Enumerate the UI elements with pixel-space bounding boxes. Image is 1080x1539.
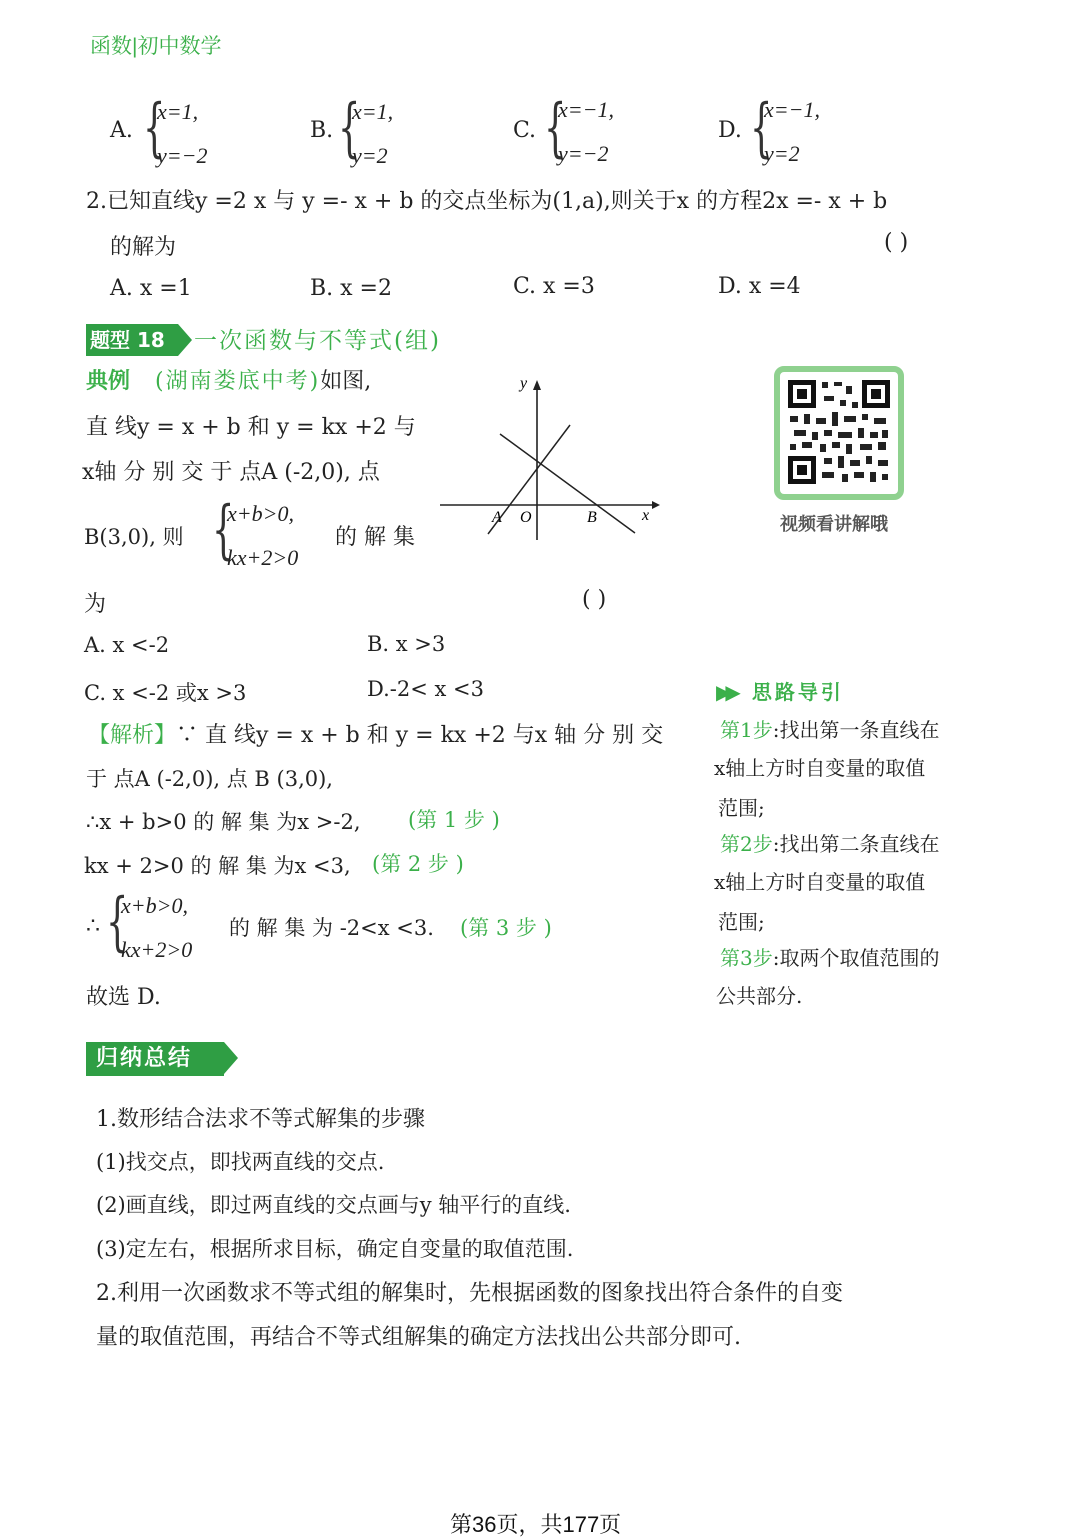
q2-option-b: B. x =2 xyxy=(310,276,392,301)
summary-tag: 归纳总结 xyxy=(86,1042,224,1076)
question-2-line1: 2.已知直线y =2 x 与 y =- x + b 的交点坐标为(1,a),则关于x 的方程2x =- x + b xyxy=(86,189,888,214)
summary-p6: 量的取值范围，再结合不等式组解集的确定方法找出公共部分即可. xyxy=(96,1325,741,1350)
example-line5: 为 xyxy=(84,592,107,617)
option-b-system: x=1, y=2 xyxy=(352,99,394,168)
y-axis-label: y xyxy=(520,375,528,392)
qr-pattern xyxy=(780,372,898,494)
function-graph xyxy=(430,370,670,550)
summary-p2: (1)找交点，即找两直线的交点. xyxy=(96,1150,385,1174)
example-option-a: A. x <-2 xyxy=(84,633,170,657)
brace: { xyxy=(143,91,166,165)
guide-step2-line2: x轴上方时自变量的取值 xyxy=(714,870,926,894)
x-axis-arrow xyxy=(652,501,660,509)
analysis-line2: 于 点A (-2,0), 点 B (3,0), xyxy=(86,767,333,791)
double-arrow-icon: ▶▶ xyxy=(716,680,735,704)
answer-paren: ( ) xyxy=(884,230,909,255)
example-option-c: C. x <-2 或x >3 xyxy=(84,681,247,705)
example-option-d: D.-2< x <3 xyxy=(367,677,484,701)
page-header: 函数|初中数学 xyxy=(90,35,222,58)
qr-code[interactable] xyxy=(774,366,904,500)
option-d-system: x=−1, y=2 xyxy=(764,97,820,166)
step-2-tag: (第 2 步 ) xyxy=(372,852,464,876)
guide-header: ▶▶ 思路导引 xyxy=(716,680,844,704)
x-axis-label: x xyxy=(642,507,650,524)
example-line1: 典例 (湖南娄底中考)如图, xyxy=(86,368,372,394)
summary-p5: 2.利用一次函数求不等式组的解集时，先根据函数的图象找出符合条件的自变 xyxy=(96,1281,843,1306)
y-axis-arrow xyxy=(533,380,541,390)
summary-p1: 1.数形结合法求不等式解集的步骤 xyxy=(96,1107,425,1132)
section-title: 一次函数与不等式(组) xyxy=(194,328,441,354)
page-number: 第36页，共177页 xyxy=(450,1512,622,1537)
example-line2: 直 线y = x + b 和 y = kx +2 与 xyxy=(86,415,416,440)
analysis-line1: 【解析】∵ 直 线y = x + b 和 y = kx +2 与x 轴 分 别 交 xyxy=(88,723,664,748)
option-c-system: x=−1, y=−2 xyxy=(558,97,614,166)
guide-step3-line2: 公共部分. xyxy=(716,984,803,1008)
step-3-tag: (第 3 步 ) xyxy=(460,916,552,940)
inequality-system: x+b>0, kx+2>0 xyxy=(121,893,193,962)
option-a-system: x=1, y=−2 xyxy=(157,99,208,168)
analysis-line5: 的 解 集 为 -2<x <3. xyxy=(229,916,434,940)
example-option-b: B. x >3 xyxy=(367,632,446,656)
point-b-label: B xyxy=(587,509,597,526)
option-d-label: D. xyxy=(718,118,742,143)
q2-option-c: C. x =3 xyxy=(513,274,595,299)
analysis-line3: ∴x + b>0 的 解 集 为x >-2, xyxy=(86,810,361,834)
analysis-line4: kx + 2>0 的 解 集 为x <3, xyxy=(84,854,351,878)
option-c-label: C. xyxy=(513,118,537,143)
step-1-tag: (第 1 步 ) xyxy=(408,808,500,832)
example-line3: x轴 分 别 交 于 点A (-2,0), 点 xyxy=(82,460,380,485)
brace: { xyxy=(544,91,567,165)
brace: { xyxy=(338,91,361,165)
inequality-system: x+b>0, kx+2>0 xyxy=(227,501,299,570)
summary-p3: (2)画直线，即过两直线的交点画与y 轴平行的直线. xyxy=(96,1193,571,1217)
guide-step2: 第2步:找出第二条直线在 xyxy=(720,832,940,856)
guide-step1: 第1步:找出第一条直线在 xyxy=(720,718,940,742)
q2-option-a: A. x =1 xyxy=(110,276,192,301)
brace: { xyxy=(212,493,235,567)
example-line4b: 的 解 集 xyxy=(335,525,415,550)
q2-option-d: D. x =4 xyxy=(718,274,801,299)
brace: { xyxy=(750,91,773,165)
guide-step1-line2: x轴上方时自变量的取值 xyxy=(714,756,926,780)
analysis-conclusion: 故选 D. xyxy=(86,985,161,1010)
option-a-label: A. xyxy=(110,118,133,143)
option-b-label: B. xyxy=(310,118,334,143)
guide-step2-line3: 范围; xyxy=(718,910,765,934)
brace: { xyxy=(106,885,129,959)
example-line4: B(3,0), 则 xyxy=(84,525,184,549)
qr-caption: 视频看讲解哦 xyxy=(780,514,888,534)
guide-step1-line3: 范围; xyxy=(718,796,765,820)
summary-p4: (3)定左右，根据所求目标，确定自变量的取值范围. xyxy=(96,1237,574,1261)
therefore-symbol: ∴ xyxy=(86,914,100,939)
section-tag: 题型 18 xyxy=(86,324,178,356)
origin-label: O xyxy=(520,509,532,526)
answer-paren: ( ) xyxy=(582,587,607,612)
point-a-label: A xyxy=(492,509,502,526)
question-2-line2: 的解为 xyxy=(110,235,177,260)
guide-step3: 第3步:取两个取值范围的 xyxy=(720,946,940,970)
